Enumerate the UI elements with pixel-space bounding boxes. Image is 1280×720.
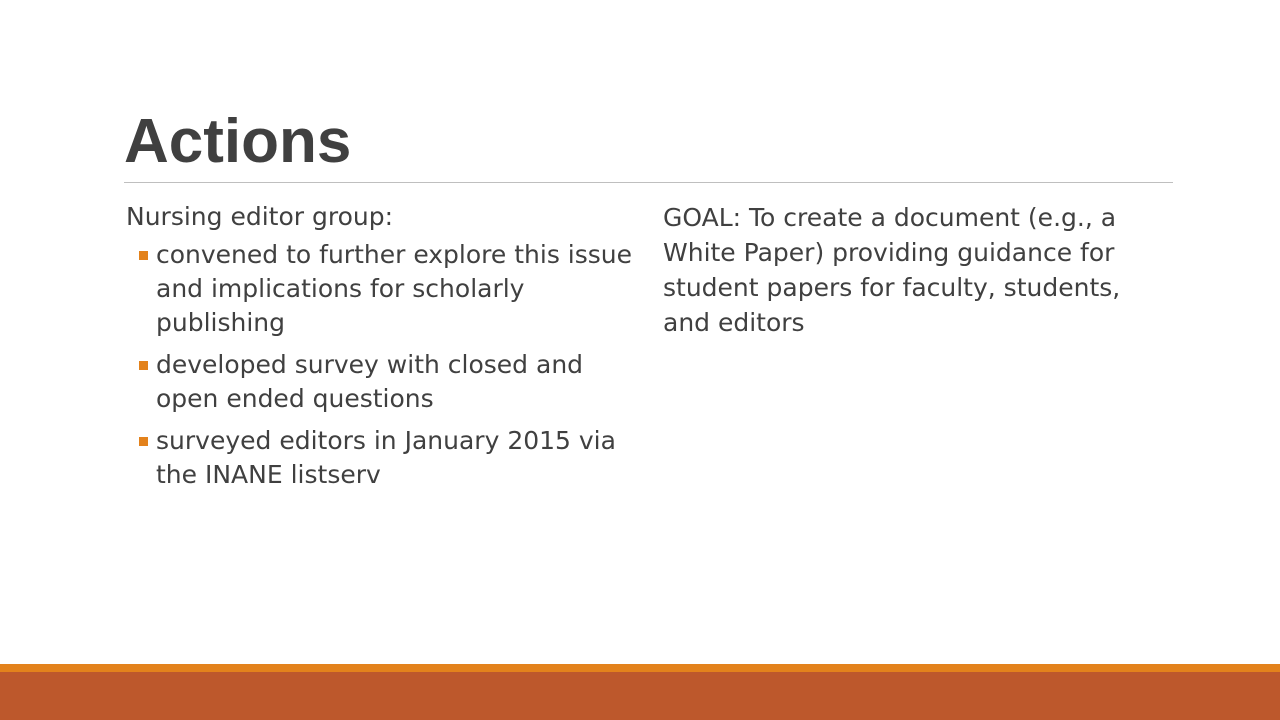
- title-divider: [124, 182, 1173, 183]
- slide-title: Actions: [124, 107, 352, 176]
- square-bullet-icon: [139, 361, 148, 370]
- square-bullet-icon: [139, 251, 148, 260]
- bullet-item: [126, 424, 641, 492]
- right-column: [663, 200, 1163, 340]
- bullet-item: [126, 348, 641, 416]
- bullet-text: convened to further explore this issue and implications for scholarly publishing: [156, 240, 633, 337]
- bullet-item: [126, 238, 641, 340]
- left-column: [126, 200, 641, 500]
- square-bullet-icon: [139, 437, 148, 446]
- bullet-text: surveyed editors in January 2015 via the INANE listserv: [156, 426, 616, 489]
- bullet-list: [126, 238, 641, 492]
- footer-band-accent: [0, 664, 1280, 672]
- left-column-lead: Nursing editor group:: [126, 202, 394, 231]
- goal-text: GOAL: To create a document (e.g., a White Paper) providing guidance for student papers for faculty, students, and editors: [663, 203, 1121, 337]
- footer-band: [0, 672, 1280, 720]
- bullet-text: developed survey with closed and open ended questions: [156, 350, 584, 413]
